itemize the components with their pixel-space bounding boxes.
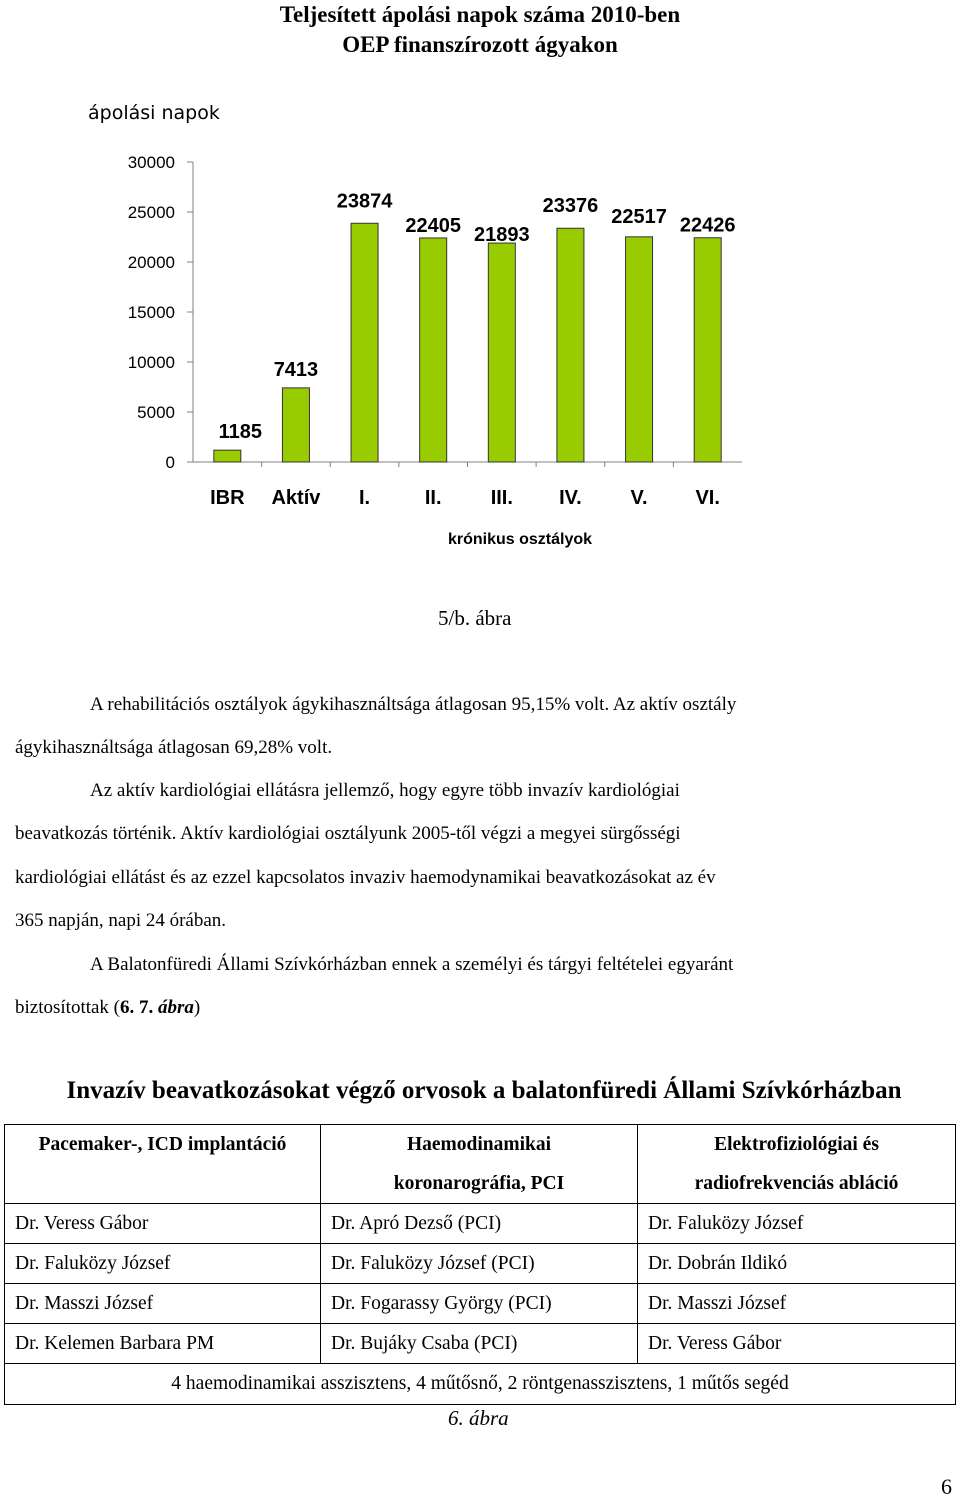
data-label: 21893 xyxy=(474,224,530,247)
table-cell: Dr. Dobrán Ildikó xyxy=(638,1244,956,1284)
figure-caption-text: 5/b. ábra xyxy=(438,606,512,630)
figure-reference-numbers: 6. 7. xyxy=(120,997,159,1018)
x-tick-label: VI. xyxy=(695,487,720,509)
paragraph-3-text: biztosítottak ( xyxy=(15,997,121,1018)
table-cell: Dr. Veress Gábor xyxy=(5,1204,321,1244)
table-cell: Dr. Apró Dezső (PCI) xyxy=(321,1204,638,1244)
table-caption: 6. ábra xyxy=(448,1406,509,1430)
data-label: 1185 xyxy=(218,421,263,443)
y-tick-label: 25000 xyxy=(127,203,175,222)
table-row xyxy=(5,1324,956,1364)
paragraph-3-line-2 xyxy=(15,986,952,1030)
chart-y-axis-label: ápolási napok xyxy=(88,102,220,124)
data-label: 7413 xyxy=(273,359,319,381)
paragraph-2-line-3: kardiológiai ellátást és az ezzel kapcsolatos invaziv haemodynamikai beavatkozásokat az év xyxy=(15,867,716,888)
table-footer-row xyxy=(5,1364,956,1405)
chart-title-line-2: OEP finanszírozott ágyakon xyxy=(342,32,618,57)
table-cell: Dr. Kelemen Barbara PM xyxy=(5,1324,321,1364)
x-tick-label: Aktív xyxy=(271,487,321,509)
y-tick-label: 10000 xyxy=(127,353,175,372)
bar xyxy=(282,388,309,462)
table-row xyxy=(5,1284,956,1324)
y-tick-label: 15000 xyxy=(127,303,175,322)
paragraph-2-line-1: Az aktív kardiológiai ellátásra jellemző, hogy egyre több invazív kardiológiai xyxy=(90,780,680,801)
table-heading: Invazív beavatkozásokat végző orvosok a balatonfüredi Állami Szívkórházban xyxy=(66,1077,902,1104)
y-tick-label: 5000 xyxy=(137,403,175,422)
data-label: 22517 xyxy=(611,205,667,228)
table-row xyxy=(5,1244,956,1284)
bar xyxy=(626,237,653,462)
paragraph-1-line-2: ágykihasználtsága átlagosan 69,28% volt. xyxy=(15,737,333,758)
staff-table xyxy=(4,1124,956,1405)
table-footer-staff: 4 haemodinamikai asszisztens, 4 műtősnő, 2 röntgenasszisztens, 1 műtős segéd xyxy=(5,1364,956,1405)
paragraph-2-line-4: 365 napján, napi 24 órában. xyxy=(15,910,227,931)
table-cell: Dr. Faluközy József xyxy=(638,1204,956,1244)
table-cell: Dr. Faluközy József (PCI) xyxy=(321,1244,638,1284)
paragraph-1-line-1: A rehabilitációs osztályok ágykihasználtsága átlagosan 95,15% volt. Az aktív osztály xyxy=(90,694,737,715)
table-row xyxy=(5,1204,956,1244)
header-electrophysiology: Elektrofiziológiai és radiofrekvenciás abláció xyxy=(638,1125,956,1204)
figure-reference-word: ábra xyxy=(158,997,194,1018)
x-tick-label: IV. xyxy=(559,487,582,509)
closing-paren: ) xyxy=(193,997,201,1018)
data-label: 23874 xyxy=(336,190,393,213)
figure-caption-5b xyxy=(438,606,511,631)
table-header-row xyxy=(5,1125,956,1204)
table-cell: Dr. Veress Gábor xyxy=(638,1324,956,1364)
table-cell: Dr. Bujáky Csaba (PCI) xyxy=(321,1324,638,1364)
chart-title-line-1: Teljesített ápolási napok száma 2010-ben xyxy=(279,2,681,27)
x-tick-label: III. xyxy=(490,487,513,509)
data-label: 22426 xyxy=(679,214,736,237)
header-pacemaker: Pacemaker-, ICD implantáció xyxy=(5,1125,321,1204)
paragraph-2-line-2: beavatkozás történik. Aktív kardiológiai osztályunk 2005-től végzi a megyei sürgősségi xyxy=(15,823,681,844)
paragraph-3-line-1: A Balatonfüredi Állami Szívkórházban ennek a személyi és tárgyi feltételei egyaránt xyxy=(90,954,734,975)
x-tick-label: I. xyxy=(359,487,371,509)
bar xyxy=(557,228,584,462)
y-tick-label: 0 xyxy=(165,453,175,472)
page-number: 6 xyxy=(941,1474,952,1499)
data-label: 23376 xyxy=(542,195,599,218)
y-tick-label: 20000 xyxy=(127,253,175,272)
bar xyxy=(420,238,447,462)
x-tick-label: II. xyxy=(424,487,442,509)
bar-chart xyxy=(100,140,760,560)
x-group-label: krónikus osztályok xyxy=(447,531,593,548)
x-tick-label: V. xyxy=(630,487,648,509)
bar xyxy=(488,243,515,462)
data-label: 22405 xyxy=(405,214,461,237)
table-cell: Dr. Masszi József xyxy=(638,1284,956,1324)
bar xyxy=(351,223,378,462)
x-tick-label: IBR xyxy=(210,487,245,509)
header-haemodynamics: Haemodinamikai koronarográfia, PCI xyxy=(321,1125,638,1204)
table-cell: Dr. Masszi József xyxy=(5,1284,321,1324)
bar xyxy=(694,238,721,462)
table-cell: Dr. Fogarassy György (PCI) xyxy=(321,1284,638,1324)
bar xyxy=(214,450,241,462)
y-tick-label: 30000 xyxy=(127,153,175,172)
table-cell: Dr. Faluközy József xyxy=(5,1244,321,1284)
